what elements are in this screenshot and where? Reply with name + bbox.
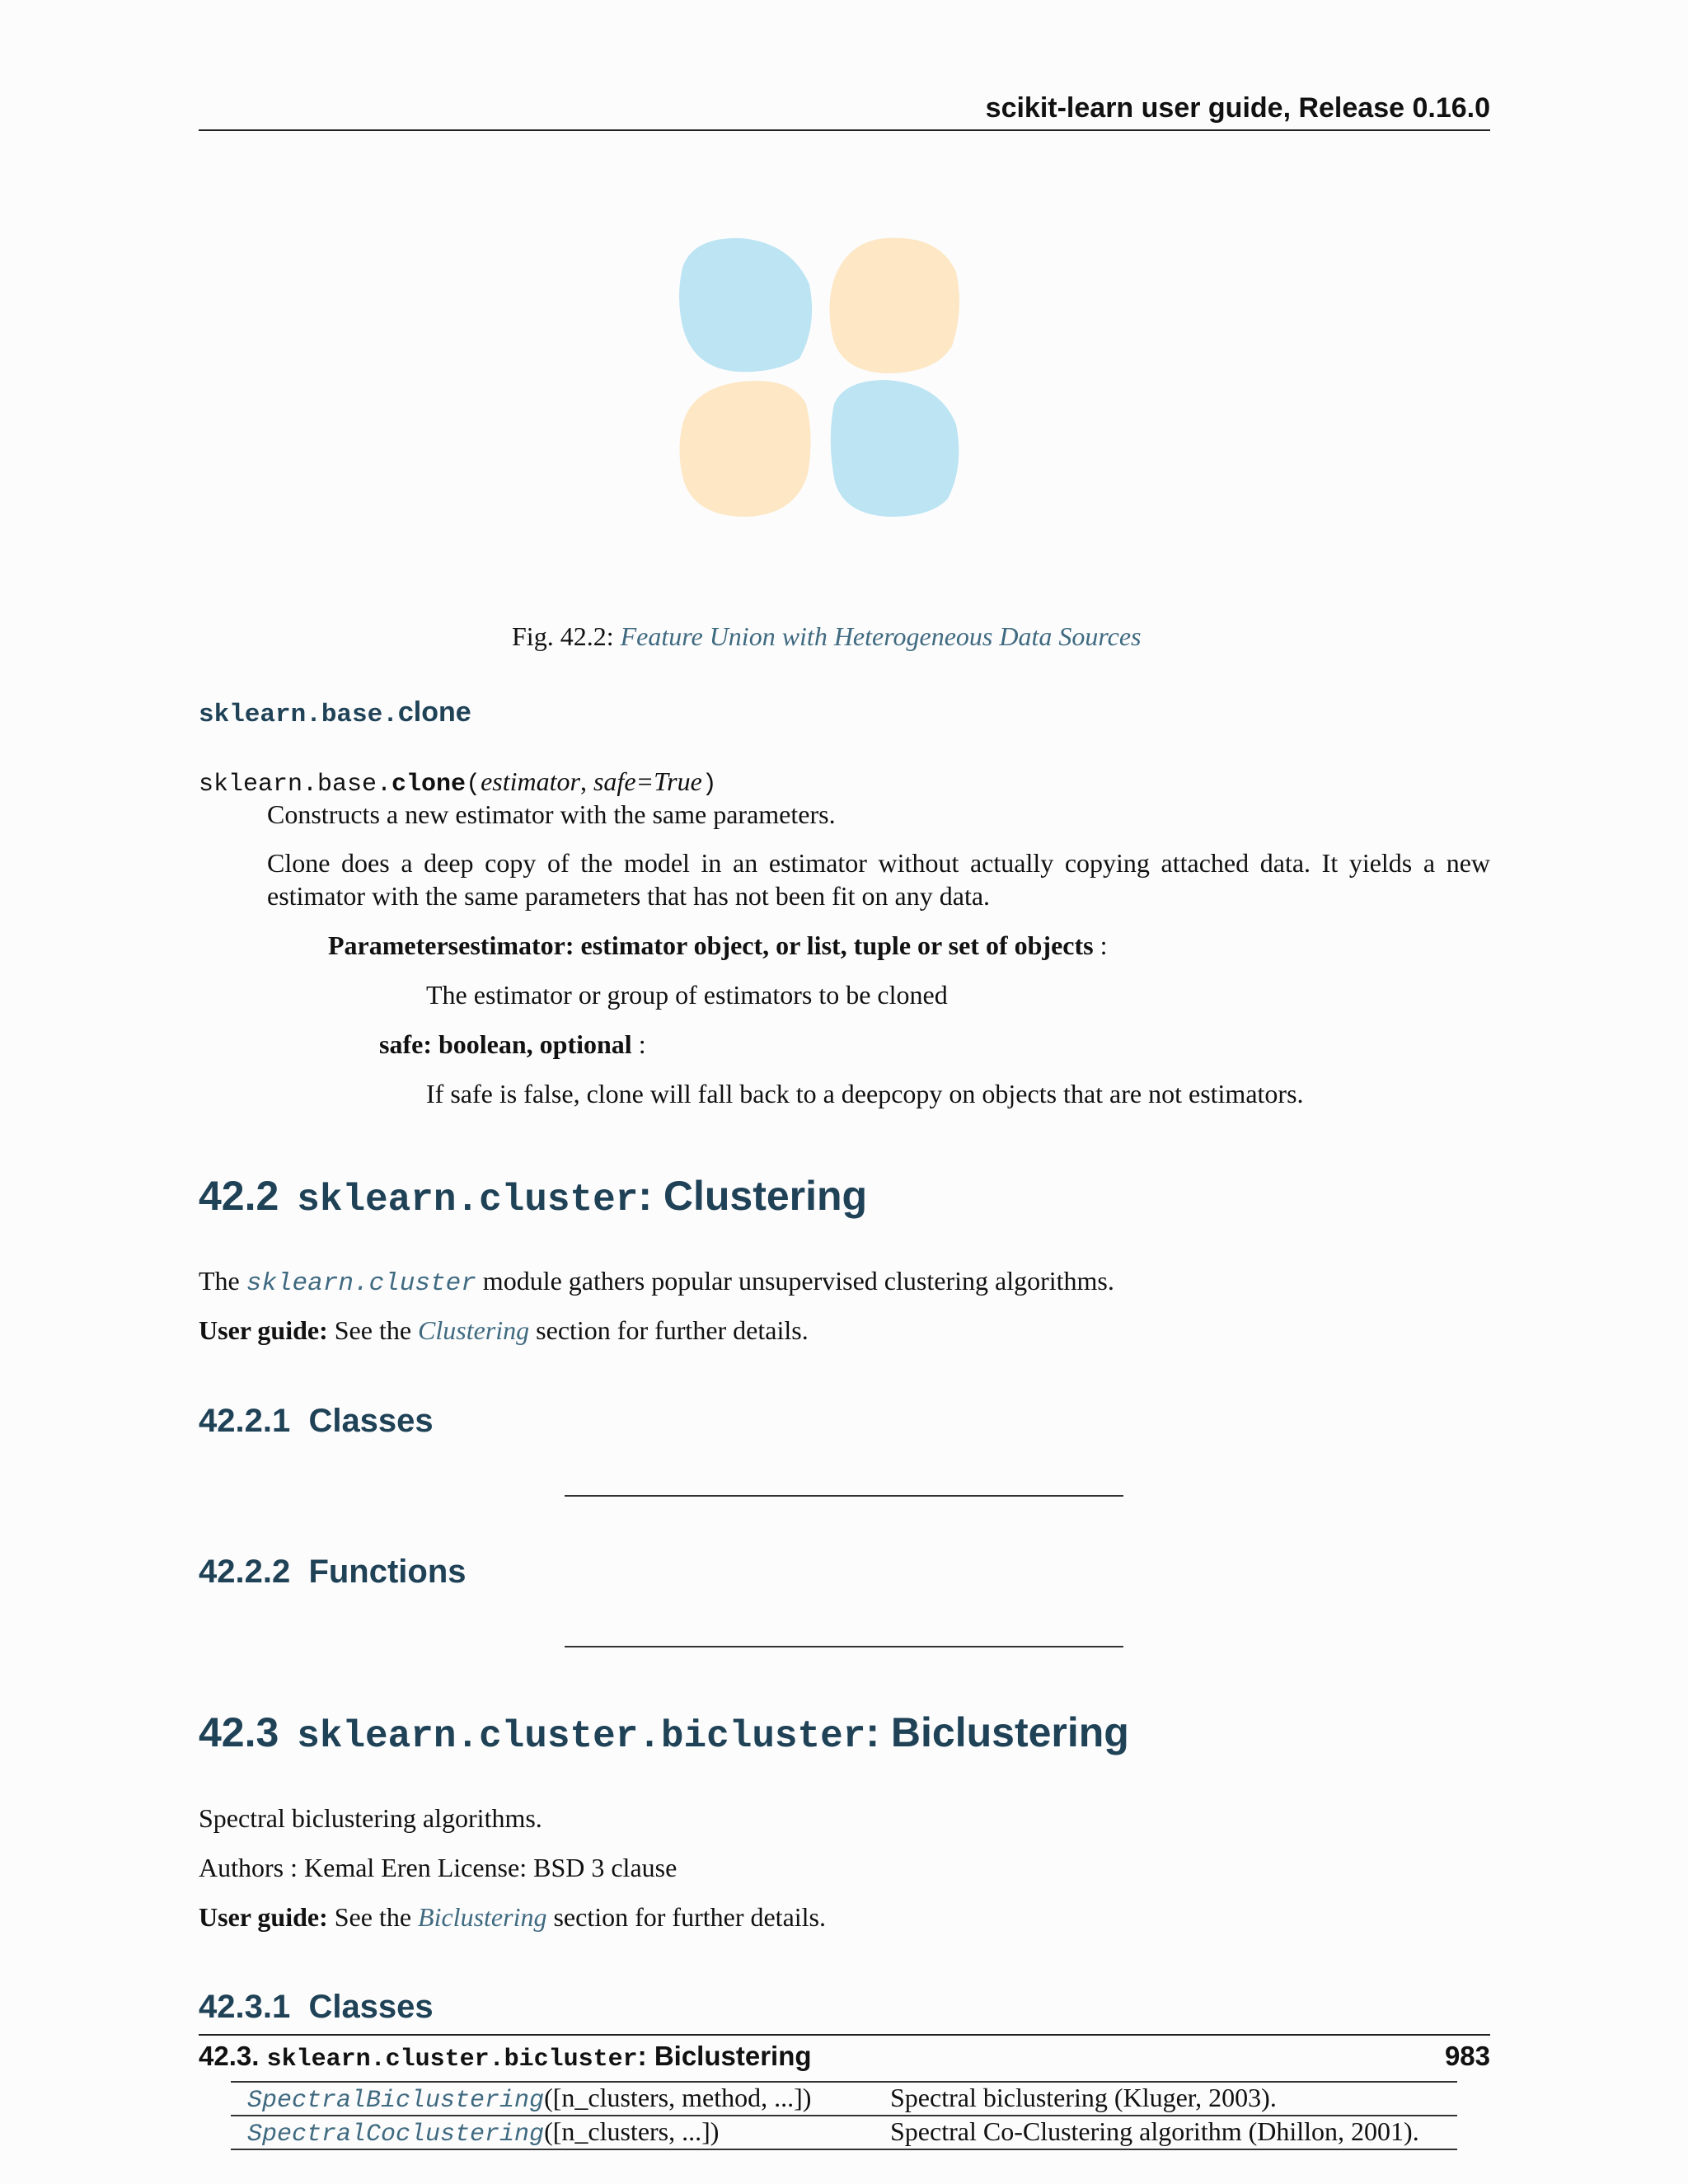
cluster-section-title: : Clustering [638, 1173, 868, 1219]
table-bottom-rule [231, 2149, 1457, 2150]
figure-label: Fig. 42.2: [512, 621, 614, 651]
table-row-class-args: ([n_clusters, ...]) [544, 2116, 720, 2146]
figure-blob-top-right [829, 238, 959, 373]
bicluster-user-guide [199, 1900, 826, 1933]
cluster-section-heading [199, 1172, 867, 1221]
footer-section-number: 42.3. [199, 2041, 260, 2071]
clone-description-line1: Clone does a deep copy of the model in an estimator without actually copying attached data. It yields a new [267, 848, 1490, 878]
param-estimator-description: The estimator or group of estimators to be cloned [426, 980, 948, 1010]
table-row-class-args: ([n_clusters, method, ...]) [544, 2083, 812, 2112]
bicluster-user-guide-label: User guide: [199, 1902, 328, 1932]
bicluster-classes-heading: 42.3.1 Classes [199, 1989, 434, 2025]
figure-blob-top-left [679, 238, 812, 372]
cluster-functions-heading: 42.2.2 Functions [199, 1554, 467, 1590]
table-row [247, 2081, 1457, 2114]
page-number: 983 [1444, 2041, 1490, 2071]
clone-signature [199, 765, 717, 801]
params-row [328, 929, 1107, 962]
clone-heading [199, 696, 471, 729]
param-safe-colon: : [631, 1029, 646, 1059]
cluster-classes-heading: 42.2.1 Classes [199, 1403, 434, 1439]
bicluster-user-guide-post: section for further details. [546, 1902, 826, 1932]
bicluster-section-number: 42.3 [199, 1709, 279, 1755]
figure-blob-bottom-right [831, 380, 959, 517]
cluster-intro-post: module gathers popular unsupervised clustering algorithms. [476, 1266, 1114, 1296]
figure-caption [512, 620, 1141, 653]
signature-name: clone [392, 771, 467, 799]
header-rule [199, 129, 1490, 131]
signature-comma: , [579, 766, 593, 796]
running-footer [199, 2041, 812, 2074]
biclustering-link[interactable]: Biclustering [418, 1902, 547, 1932]
cluster-functions-empty-table-rule [565, 1646, 1123, 1647]
clustering-link[interactable]: Clustering [418, 1315, 530, 1345]
params-label: Parametersestimator: estimator object, or list, tuple or set of objects [328, 930, 1094, 960]
signature-open-paren: ( [466, 771, 481, 799]
clone-heading-module: sklearn.base. [199, 701, 398, 729]
clone-summary: Constructs a new estimator with the same parameters. [267, 799, 836, 829]
cluster-section-number: 42.2 [199, 1173, 279, 1219]
signature-close-paren: ) [701, 771, 717, 799]
cluster-section-module: sklearn.cluster [297, 1179, 639, 1221]
clone-description-line2: estimator with the same parameters that has not been fit on any data. [267, 881, 991, 911]
figure-blob-bottom-left [679, 381, 810, 517]
cluster-user-guide [199, 1314, 809, 1347]
cluster-classes-empty-table-rule [565, 1495, 1123, 1497]
cluster-intro [199, 1264, 1114, 1301]
footer-title: : Biclustering [637, 2041, 812, 2071]
signature-arg-estimator: estimator [481, 766, 580, 796]
signature-arg-safe: safe=True [593, 766, 702, 796]
param-safe-description: If safe is false, clone will fall back to a deepcopy on objects that are not estimators. [426, 1079, 1304, 1108]
params-colon: : [1093, 930, 1108, 960]
bicluster-authors: Authors : Kemal Eren License: BSD 3 clause [199, 1853, 678, 1882]
table-row-description: Spectral biclustering (Kluger, 2003). [890, 2083, 1277, 2112]
clone-heading-name: clone [397, 696, 471, 728]
figure-caption-link[interactable]: Feature Union with Heterogeneous Data Sources [620, 621, 1142, 651]
bicluster-section-heading [199, 1708, 1129, 1758]
cluster-user-guide-post: section for further details. [529, 1315, 809, 1345]
bicluster-intro: Spectral biclustering algorithms. [199, 1803, 542, 1833]
running-header: scikit-learn user guide, Release 0.16.0 [985, 92, 1490, 124]
cluster-user-guide-label: User guide: [199, 1315, 328, 1345]
param-safe-row [379, 1028, 646, 1061]
table-row-description: Spectral Co-Clustering algorithm (Dhillon, 2001). [890, 2116, 1419, 2146]
cluster-intro-pre: The [199, 1266, 246, 1296]
cluster-module-link[interactable]: sklearn.cluster [246, 1269, 476, 1298]
signature-module: sklearn.base. [199, 771, 392, 799]
table-row [247, 2115, 1457, 2148]
bicluster-section-title: : Biclustering [865, 1709, 1129, 1755]
table-row-class-name[interactable]: SpectralBiclustering [247, 2087, 545, 2115]
cluster-user-guide-pre: See the [327, 1315, 419, 1345]
table-row-class-name[interactable]: SpectralCoclustering [247, 2121, 545, 2149]
bicluster-user-guide-pre: See the [327, 1902, 419, 1932]
figure-image [676, 235, 964, 519]
footer-module: sklearn.cluster.bicluster [266, 2046, 638, 2074]
bicluster-section-module: sklearn.cluster.bicluster [297, 1715, 866, 1758]
footer-rule [199, 2034, 1490, 2036]
param-safe-label: safe: boolean, optional [379, 1029, 632, 1059]
